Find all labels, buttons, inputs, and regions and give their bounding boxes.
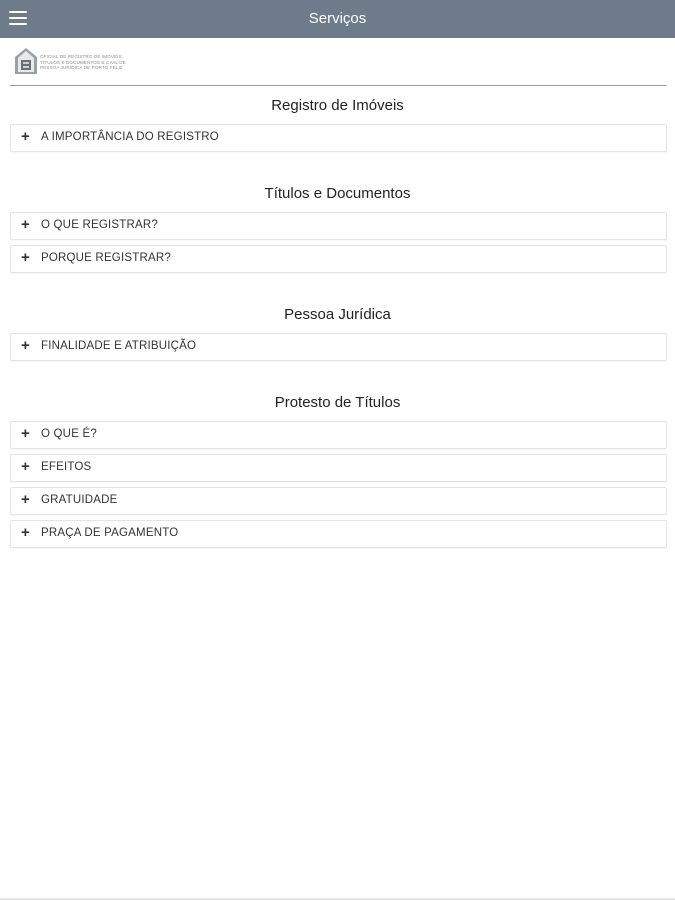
section-title-registro-imoveis: Registro de Imóveis <box>271 97 404 114</box>
registry-logo <box>14 47 194 77</box>
section-title-titulos-documentos: Títulos e Documentos <box>264 185 411 202</box>
plus-icon: + <box>21 524 30 541</box>
accordion-item-label: O QUE REGISTRAR? <box>41 219 158 231</box>
accordion-item-praca-pagamento[interactable] <box>10 520 667 548</box>
accordion-item-label: PORQUE REGISTRAR? <box>41 252 171 264</box>
accordion-item-importancia-registro[interactable] <box>10 124 667 152</box>
plus-icon: + <box>21 337 30 354</box>
plus-icon: + <box>21 458 30 475</box>
accordion-item-porque-registrar[interactable] <box>10 245 667 273</box>
accordion-item-label: GRATUIDADE <box>41 494 118 506</box>
plus-icon: + <box>21 128 30 145</box>
logo-line: TÍTULOS E DOCUMENTOS E CIVIL DE <box>40 59 126 65</box>
plus-icon: + <box>21 425 30 442</box>
section-title-pessoa-juridica: Pessoa Jurídica <box>284 306 391 323</box>
accordion-item-finalidade-atribuicao[interactable] <box>10 333 667 361</box>
section-title-protesto-titulos: Protesto de Títulos <box>274 394 401 411</box>
accordion-item-label: O QUE É? <box>41 428 97 440</box>
accordion-item-label: FINALIDADE E ATRIBUIÇÃO <box>41 340 197 352</box>
accordion-item-efeitos[interactable] <box>10 454 667 482</box>
logo-line: PESSOA JURÍDICA DE PORTO FELIZ <box>40 65 123 70</box>
accordion-item-gratuidade[interactable] <box>10 487 667 515</box>
logo-text <box>40 54 170 71</box>
top-app-bar <box>0 0 675 38</box>
accordion-item-label: A IMPORTÂNCIA DO REGISTRO <box>41 131 219 143</box>
page-title: Serviços <box>308 10 367 27</box>
plus-icon: + <box>21 216 30 233</box>
header-divider <box>10 85 667 86</box>
building-icon <box>14 47 38 75</box>
logo-line: OFICIAL DE REGISTRO DE IMÓVEIS, <box>40 54 124 59</box>
plus-icon: + <box>21 491 30 508</box>
accordion-item-label: EFEITOS <box>41 461 92 473</box>
accordion-item-o-que-e[interactable] <box>10 421 667 449</box>
plus-icon: + <box>21 249 30 266</box>
accordion-item-o-que-registrar[interactable] <box>10 212 667 240</box>
accordion-item-label: PRAÇA DE PAGAMENTO <box>41 527 179 539</box>
